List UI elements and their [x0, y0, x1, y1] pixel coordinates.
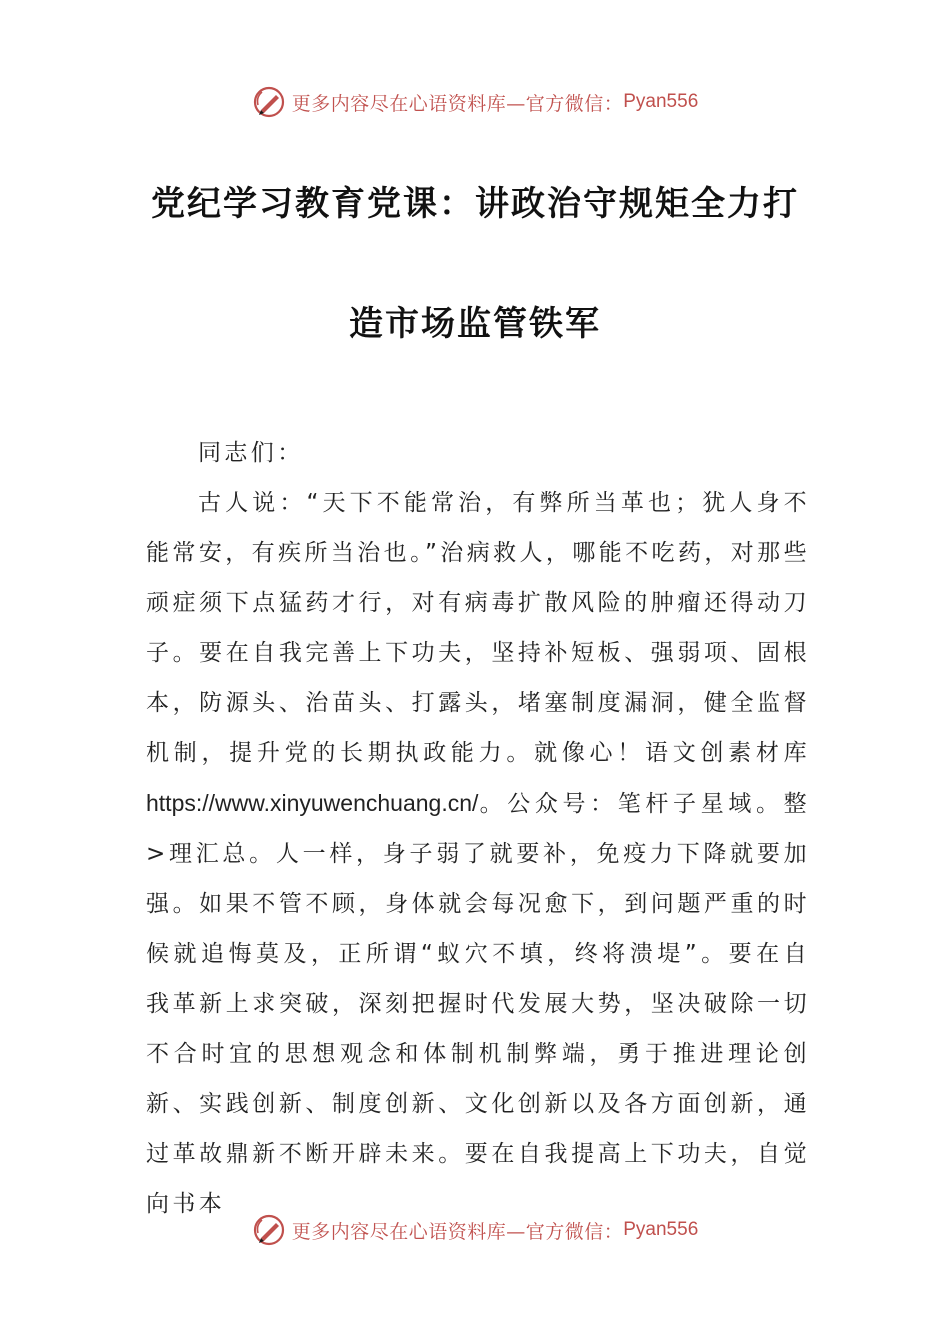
document-title-line-2: 造市场监管铁军 [349, 304, 601, 344]
paragraph-text-part-2: 。公众号：笔杆子星域。整>理汇总。人一样，身子弱了就要补，免疫力下降就要加强。如果不管不顾，身体就会每况愈下，到问题严重的时候就追悔莫及，正所谓“蚁穴不填，终将溃堤”。要在自我革新上求突破，深刻把握时代发展大势，坚决破除一切不合时宜的思想观念和体制机制弊端，勇于推进理论创新、实践创新、制度创新、文化创新以及各方面创新，通过革故鼎新不断开辟未来。要在自我提高上下功夫，自觉向书本 [146, 791, 810, 1217]
paragraph-text-part-1: 古人说：“天下不能常治，有弊所当革也；犹人身不能常安，有疾所当治也。”治病救人，哪能不吃药，对那些顽症须下点猛药才行，对有病毒扩散风险的肿瘤还得动刀子。要在自我完善上下功夫，坚持补短板、强弱项、固根本，防源头、治苗头、打露头，堵塞制度漏洞，健全监督机制，提升党的长期执政能力。就像心！语文创素材库 [146, 490, 810, 766]
document-body [146, 428, 810, 1229]
pen-logo-icon [252, 85, 286, 119]
document-title-line-1: 党纪学习教育党课：讲政治守规矩全力打 [151, 184, 799, 224]
website-url: https://www.xinyuwenchuang.cn/ [146, 790, 479, 816]
body-paragraph [146, 478, 810, 1229]
watermark-wechat-id: Pyan556 [623, 1219, 699, 1240]
watermark-text: 更多内容尽在心语资料库—官方微信： [291, 1220, 624, 1243]
watermark-banner-bottom [0, 1208, 950, 1252]
watermark-wechat-id: Pyan556 [623, 91, 699, 112]
pen-logo-icon [252, 1213, 286, 1247]
watermark-text: 更多内容尽在心语资料库—官方微信： [291, 92, 624, 115]
greeting: 同志们： [198, 440, 304, 466]
watermark-banner-top [0, 80, 950, 124]
